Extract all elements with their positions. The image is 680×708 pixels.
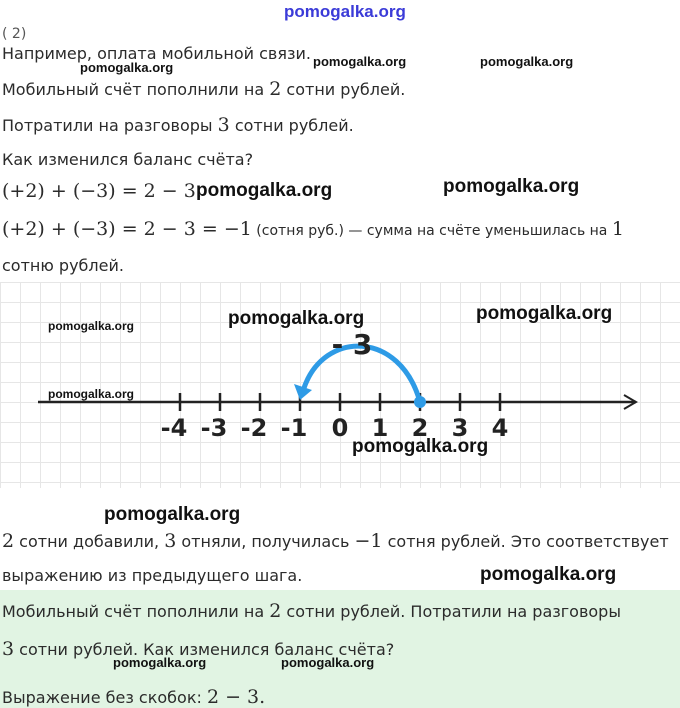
equation-2: (+2) + (−3) = 2 − 3 = −1 (2, 218, 252, 240)
text-paragraph-2: выражению из предыдущего шага. (2, 566, 303, 585)
task-line-1 (2, 600, 621, 622)
number: 3 (164, 530, 177, 552)
watermark: pomogalka.org (313, 54, 407, 69)
text-line-rubles: сотню рублей. (2, 256, 124, 275)
text-part: отняли, получилась (176, 532, 355, 551)
tick-label: -2 (240, 414, 268, 442)
tick-label: 3 (451, 414, 469, 442)
watermark: pomogalka.org (443, 176, 580, 197)
tick-label: -3 (200, 414, 228, 442)
text-line-topup (2, 78, 405, 100)
jump-label: - 3 (331, 328, 373, 361)
watermark: pomogalka.org (196, 180, 333, 201)
watermark: pomogalka.org (281, 655, 375, 670)
text-part: Мобильный счёт пополнили на (2, 80, 270, 99)
tick-label: -1 (280, 414, 308, 442)
equation-1: (+2) + (−3) = 2 − 3. (2, 180, 202, 202)
watermark: pomogalka.org (80, 60, 174, 75)
text-part: сотни рублей. Как изменился баланс счёта? (14, 640, 395, 659)
tick-label: 1 (371, 414, 389, 442)
tick-label: 0 (331, 414, 349, 442)
text-part: сотни рублей. (229, 116, 354, 135)
watermark: pomogalka.org (480, 54, 574, 69)
text-line-spent (2, 114, 354, 136)
start-point (414, 396, 426, 408)
cut-fragment: ( 2) (2, 26, 27, 42)
text-line-question: Как изменился баланс счёта? (2, 150, 254, 169)
text-part: Мобильный счёт пополнили на (2, 602, 270, 621)
watermark: pomogalka.org (48, 319, 135, 333)
equation-2-line (2, 218, 624, 240)
text-part: сотня рублей. Это соответствует (382, 532, 669, 551)
watermark: pomogalka.org (113, 655, 207, 670)
text-paragraph-1 (2, 530, 669, 552)
number: 2 (2, 530, 15, 552)
text-part: Потратили на разговоры (2, 116, 218, 135)
tick-label: 4 (491, 414, 509, 442)
text-part: (сотня руб.) — сумма на счёте уменьшилась на (251, 223, 612, 239)
tick-label: -4 (160, 414, 188, 442)
text-part: Выражение без скобок: (2, 688, 207, 707)
tick-label: 2 (411, 414, 429, 442)
number: 3 (2, 638, 15, 660)
text-part: сотни добавили, (14, 532, 165, 551)
number: 2 (269, 78, 282, 100)
number: 1 (611, 218, 624, 240)
watermark: pomogalka.org (480, 564, 617, 585)
number: −1 (354, 530, 383, 552)
watermark-top: pomogalka.org (284, 2, 406, 21)
number: 3 (217, 114, 230, 136)
text-part: сотни рублей. Потратили на разговоры (281, 602, 621, 621)
text-part: сотни рублей. (281, 80, 406, 99)
axis-ticks (161, 393, 509, 442)
task-line-3 (2, 686, 265, 708)
watermark: pomogalka.org (352, 436, 489, 457)
number: 2 (269, 600, 282, 622)
watermark: pomogalka.org (48, 387, 135, 401)
expression: 2 − 3. (206, 686, 266, 708)
text-line-example: Например, оплата мобильной связи. (2, 44, 311, 63)
watermark: pomogalka.org (476, 303, 613, 324)
watermark: pomogalka.org (104, 504, 241, 525)
watermark: pomogalka.org (228, 308, 365, 329)
